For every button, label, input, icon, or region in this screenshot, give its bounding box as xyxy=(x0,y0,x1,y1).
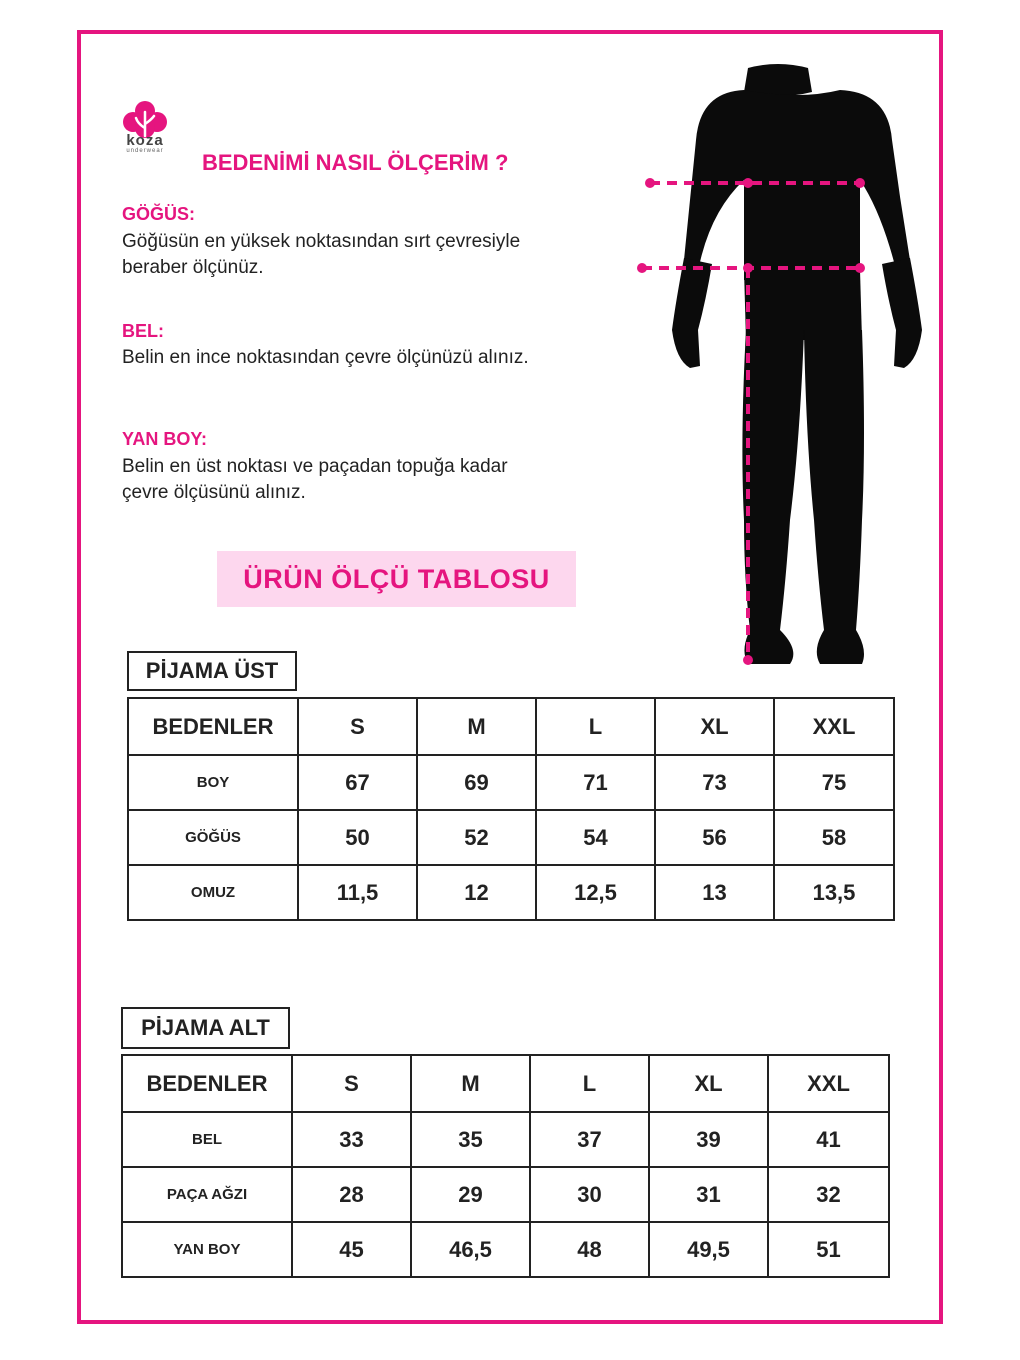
table-cell: 67 xyxy=(298,755,417,810)
table-row xyxy=(128,810,894,865)
table-cell: 69 xyxy=(417,755,536,810)
header-cell: BEDENLER xyxy=(128,698,298,755)
table-cell: 39 xyxy=(649,1112,768,1167)
header-cell: XL xyxy=(649,1055,768,1112)
table-cell: 49,5 xyxy=(649,1222,768,1277)
header-cell: M xyxy=(411,1055,530,1112)
row-label: OMUZ xyxy=(128,865,298,920)
body-silhouette-icon xyxy=(630,60,930,680)
table-cell: 30 xyxy=(530,1167,649,1222)
header-cell: BEDENLER xyxy=(122,1055,292,1112)
header-cell: S xyxy=(298,698,417,755)
table-row xyxy=(122,1112,889,1167)
table-cell: 58 xyxy=(774,810,894,865)
table-cell: 48 xyxy=(530,1222,649,1277)
header-cell: L xyxy=(536,698,655,755)
header-cell: M xyxy=(417,698,536,755)
row-label: YAN BOY xyxy=(122,1222,292,1277)
table-cell: 54 xyxy=(536,810,655,865)
row-label: BOY xyxy=(128,755,298,810)
table-row xyxy=(128,865,894,920)
table-header-row xyxy=(122,1055,889,1112)
table-cell: 12 xyxy=(417,865,536,920)
header-cell: XXL xyxy=(768,1055,889,1112)
table-cell: 12,5 xyxy=(536,865,655,920)
row-label: PAÇA AĞZI xyxy=(122,1167,292,1222)
table-cell: 13,5 xyxy=(774,865,894,920)
table-cell: 56 xyxy=(655,810,774,865)
table-cell: 32 xyxy=(768,1167,889,1222)
table-cell: 51 xyxy=(768,1222,889,1277)
table-cell: 11,5 xyxy=(298,865,417,920)
table-cell: 37 xyxy=(530,1112,649,1167)
table-cell: 28 xyxy=(292,1167,411,1222)
instruction-text-yan-boy xyxy=(122,454,602,506)
table-cell: 29 xyxy=(411,1167,530,1222)
header-cell: XXL xyxy=(774,698,894,755)
header-cell: S xyxy=(292,1055,411,1112)
instruction-line: çevre ölçüsünü alınız. xyxy=(122,482,306,503)
table-cell: 75 xyxy=(774,755,894,810)
instruction-label-gogus: GÖĞÜS: xyxy=(122,204,196,224)
table-cell: 45 xyxy=(292,1222,411,1277)
instruction-line: Belin en ince noktasından çevre ölçünüzü alınız. xyxy=(122,347,529,368)
table-header-row xyxy=(128,698,894,755)
table-cell: 73 xyxy=(655,755,774,810)
bottom-size-table xyxy=(121,1054,890,1278)
row-label: BEL xyxy=(122,1112,292,1167)
instruction-text-gogus xyxy=(122,229,602,281)
instruction-line: beraber ölçünüz. xyxy=(122,257,264,278)
table-row xyxy=(122,1167,889,1222)
table-cell: 33 xyxy=(292,1112,411,1167)
bottom-table-title: PİJAMA ALT xyxy=(121,1007,290,1049)
top-size-table xyxy=(127,697,895,921)
table-cell: 52 xyxy=(417,810,536,865)
table-cell: 35 xyxy=(411,1112,530,1167)
instruction-label-bel: BEL: xyxy=(122,321,164,341)
instruction-text-bel xyxy=(122,345,602,371)
brand-name: koza xyxy=(126,132,164,149)
table-cell: 50 xyxy=(298,810,417,865)
row-label: GÖĞÜS xyxy=(128,810,298,865)
table-cell: 13 xyxy=(655,865,774,920)
header-cell: XL xyxy=(655,698,774,755)
table-row xyxy=(128,755,894,810)
table-cell: 71 xyxy=(536,755,655,810)
instruction-line: Belin en üst noktası ve paçadan topuğa kadar xyxy=(122,456,508,477)
size-table-banner: ÜRÜN ÖLÇÜ TABLOSU xyxy=(217,551,576,607)
table-cell: 46,5 xyxy=(411,1222,530,1277)
top-table-title: PİJAMA ÜST xyxy=(127,651,297,691)
table-cell: 41 xyxy=(768,1112,889,1167)
table-row xyxy=(122,1222,889,1277)
instruction-label-yan-boy: YAN BOY: xyxy=(122,429,208,449)
header-cell: L xyxy=(530,1055,649,1112)
page-heading: BEDENİMİ NASIL ÖLÇERİM ? xyxy=(202,150,509,175)
brand-tagline: underwear xyxy=(126,148,164,154)
table-cell: 31 xyxy=(649,1167,768,1222)
instruction-line: Göğüsün en yüksek noktasından sırt çevresiyle xyxy=(122,231,521,252)
